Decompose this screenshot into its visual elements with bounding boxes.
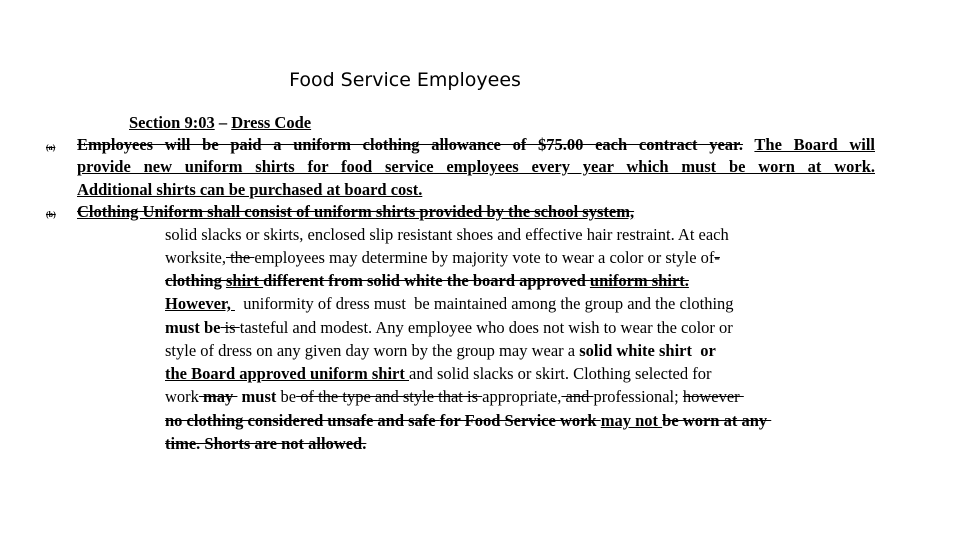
text-segment: and solid slacks or skirt. Clothing selected for (409, 364, 712, 383)
struck-text: time. Shorts are not allowed. (165, 434, 367, 453)
list-marker-b: (b) (46, 210, 56, 219)
struck-text: different from solid white the board approved (263, 271, 590, 290)
text-line (165, 387, 744, 407)
text-segment (743, 135, 754, 154)
struck-text: for Food Service work (439, 411, 601, 430)
text-line (165, 225, 729, 245)
text-line (165, 248, 720, 268)
section-heading (129, 113, 311, 133)
text-segment: solid white shirt or (579, 341, 716, 360)
inserted-text: may not (600, 411, 663, 430)
text-segment: be (276, 387, 297, 406)
struck-text: be worn at any (662, 411, 772, 430)
inserted-text: provide new uniform shirts for food service employees every year which must be worn at work. (77, 157, 875, 176)
struck-text: - (714, 248, 720, 267)
struck-text: however (682, 387, 744, 406)
struck-text: Employees will be paid a uniform clothing allowance of $75.00 each contract year. (77, 135, 743, 154)
text-line (77, 135, 875, 155)
text-segment: style of dress on any given day worn by the group may wear a (165, 341, 580, 360)
text-line (165, 294, 734, 314)
struck-text: clothing (165, 271, 226, 290)
text-line (165, 364, 711, 384)
text-segment: professional; (593, 387, 683, 406)
text-segment: appropriate, (482, 387, 562, 406)
struck-text: and safe (377, 411, 440, 430)
inserted-text: However, (165, 294, 235, 313)
struck-text: is (220, 318, 240, 337)
text-segment: – (214, 113, 232, 132)
struck-text: Clothing Uniform shall consist of uniform shirts provided by the school system, (77, 202, 635, 221)
text-line (77, 157, 875, 177)
struck-text: may (198, 387, 238, 406)
text-line (165, 318, 733, 338)
text-segment: solid slacks or skirts, enclosed slip resistant shoes and effective hair restraint. At each (165, 225, 729, 244)
struck-text: no clothing considered unsafe (165, 411, 378, 430)
text-segment: worksite, (165, 248, 226, 267)
text-line (165, 271, 689, 291)
page-title: Food Service Employees (289, 69, 521, 91)
text-segment: employees may determine by majority vote to wear a color or style of (254, 248, 715, 267)
struck-text: of the type and style that is (296, 387, 483, 406)
text-line (77, 180, 422, 200)
inserted-text: the Board approved uniform shirt (165, 364, 410, 383)
list-marker-a: (a) (46, 143, 56, 152)
struck-text: and (561, 387, 594, 406)
text-segment: tasteful and modest. Any employee who does not wish to wear the color or (239, 318, 733, 337)
struck-text: the (225, 248, 255, 267)
text-segment: must (237, 387, 277, 406)
inserted-text: Additional shirts can be purchased at board cost. (77, 180, 423, 199)
struck-text: shirt (225, 271, 264, 290)
struck-text: uniform shirt. (589, 271, 689, 290)
inserted-text: Section 9:03 (129, 113, 215, 132)
inserted-text: The Board will (754, 135, 875, 154)
text-line (165, 341, 716, 361)
text-segment: work (165, 387, 199, 406)
inserted-text: Dress Code (231, 113, 312, 132)
text-line (165, 434, 366, 454)
text-segment: uniformity of dress must be maintained among the group and the clothing (234, 294, 734, 313)
text-line (165, 411, 771, 431)
text-line (77, 202, 634, 222)
text-segment: must be (165, 318, 221, 337)
